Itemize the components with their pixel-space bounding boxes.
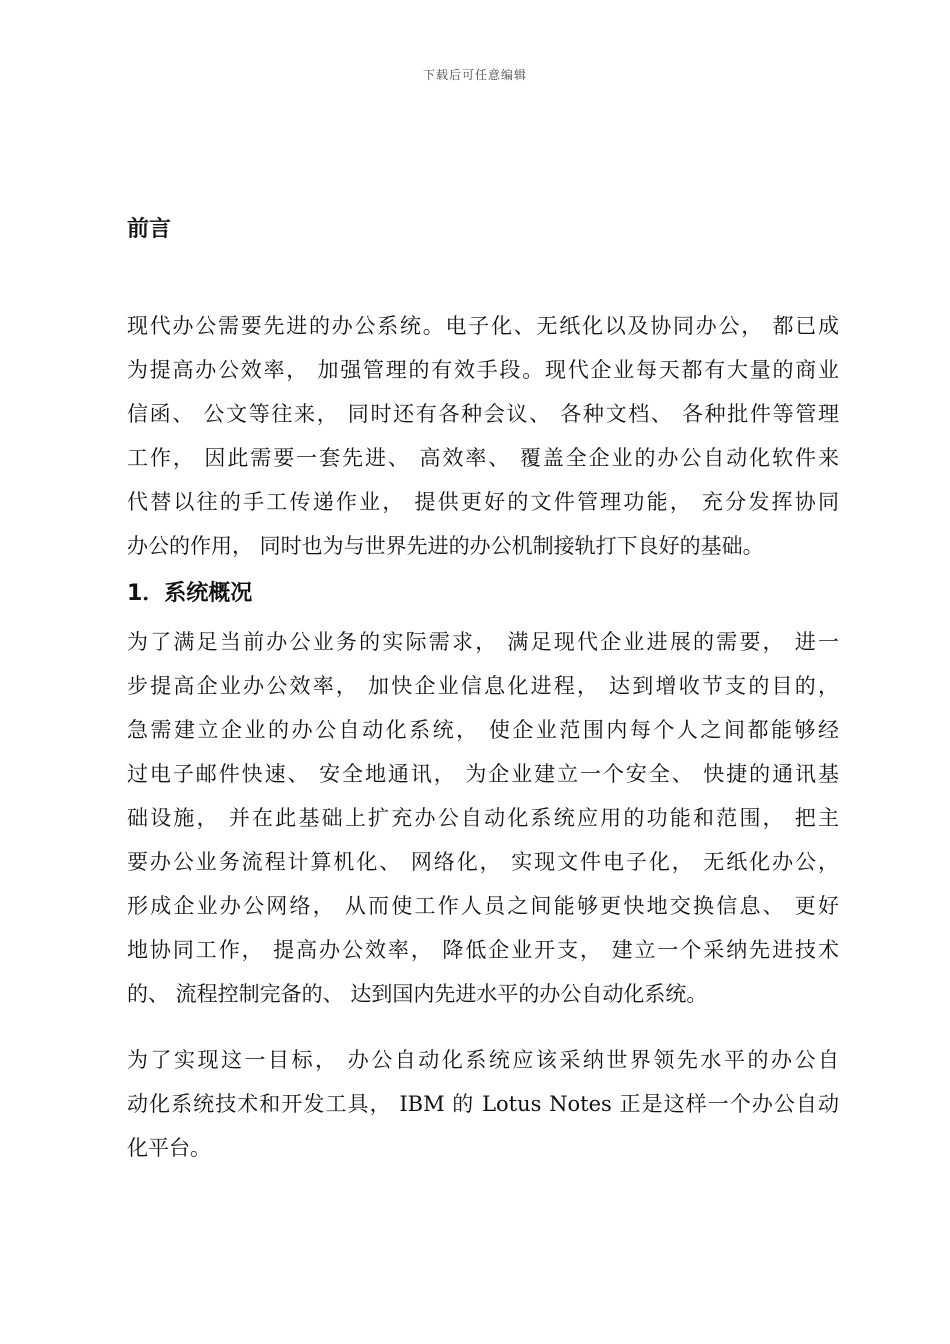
paragraph-line: 地协同工作， 提高办公效率， 降低企业开支， 建立一个采纳先进技术 [127,938,839,962]
header-note: 下载后可任意编辑 [422,68,527,82]
paragraph-line: 过电子邮件快速、 安全地通讯， 为企业建立一个安全、 快捷的通讯基 [127,762,839,786]
paragraph-line: 的、 流程控制完备的、 达到国内先进水平的办公自动化系统。 [127,982,708,1006]
paragraph-line: 办公的作用， 同时也为与世界先进的办公机制接轨打下良好的基础。 [127,534,764,558]
paragraph-line: 础设施， 并在此基础上扩充办公自动化系统应用的功能和范围， 把主 [127,806,839,830]
paragraph-line: 动化系统技术和开发工具， IBM 的 Lotus Notes 正是这样一个办公自动 [127,1092,839,1116]
paragraph-line: 代替以往的手工传递作业， 提供更好的文件管理功能， 充分发挥协同 [127,490,839,514]
paragraph-line: 现代办公需要先进的办公系统。电子化、无纸化以及协同办公， 都已成 [127,314,839,338]
paragraph-line: 信函、 公文等往来， 同时还有各种会议、 各种文档、 各种批件等管理 [127,402,839,426]
section-paragraph-2 [127,1038,839,1170]
paragraph-line: 步提高企业办公效率， 加快企业信息化进程， 达到增收节支的目的， [127,674,839,698]
document-body [127,210,839,1170]
preface-paragraph [127,304,839,568]
preface-heading: 前言 [127,217,172,242]
paragraph-line: 急需建立企业的办公自动化系统， 使企业范围内每个人之间都能够经 [127,718,839,742]
paragraph-line: 为了满足当前办公业务的实际需求， 满足现代企业进展的需要， 进一 [127,630,839,654]
paragraph-line: 工作， 因此需要一套先进、 高效率、 覆盖全企业的办公自动化软件来 [127,446,839,470]
paragraph-line: 形成企业办公网络， 从而使工作人员之间能够更快地交换信息、 更好 [127,894,839,918]
section-paragraph-1 [127,620,839,1016]
paragraph-line: 要办公业务流程计算机化、 网络化， 实现文件电子化， 无纸化办公， [127,850,839,874]
paragraph-line: 为了实现这一目标， 办公自动化系统应该采纳世界领先水平的办公自 [127,1048,839,1072]
paragraph-line: 化平台。 [127,1136,211,1160]
paragraph-line: 为提高办公效率， 加强管理的有效手段。现代企业每天都有大量的商业 [127,358,839,382]
section-heading-system-overview: 1．系统概况 [127,581,253,606]
